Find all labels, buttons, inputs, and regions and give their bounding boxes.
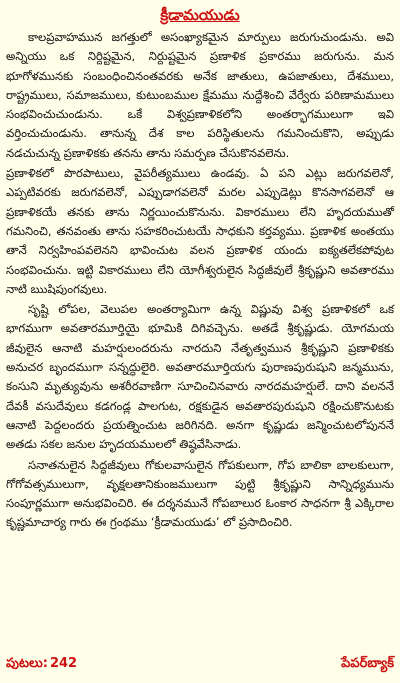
paragraph	[6, 28, 394, 163]
book-title: క్రీడామయుడు	[160, 6, 240, 24]
footer	[6, 656, 394, 674]
paragraph-text: సనాతనులైన సిద్ధజీవులు గోకులవాసులైన గోపకులుగా, గోప బాలికా బాలకులుగా, గోగోవత్సములుగా, వృక్షలతానికుంజములుగా పుట్టి శ్రీకృష్ణుని సాన్నిధ్యమును సంపూర్ణముగా అనుభవించిరి. ఈ దర్శనమునే గోపబాలుర ఓంకార సాధనగా శ్రీ ఎక్కిరాల కృష్ణమాచార్య గారు ఈ గ్రంథము ‘క్రీడామయుడు’ లో ప్రసాదించిరి.	[6, 457, 394, 530]
paragraph	[6, 300, 394, 454]
paragraph	[6, 164, 394, 299]
paragraph-text: ప్రణాళికలో పొరపాటులు, వైపరీత్యములు ఉండవు. ఏ పని ఎట్లు జరుగవలెనో, ఎప్పటివరకు జరుగవలెనో, ఎప్పుడాగవలెనో మరల ఎప్పుడెట్లు కొనసాగవలెనో ఆ ప్రణాళికయే తనకు తాను నిర్ణయించుకొనును. వికారములు లేని హృదయముతో గమనించి, తనవంతు తాను సహకరించుటయే సాధకుని కర్తవ్యము. ప్రణాళిక అంతయు తానే నిర్వహింపవలెనని భావించుట వలన ప్రణాళిక యందు ఐక్యతలేకపోవుట సంభవించును. ఇట్టి వికారములు లేని యోగీశ్వరులైన సిద్ధజీవులే శ్రీకృష్ణుని అవతారము నాటి ఋషిపుంగవులు.	[6, 166, 394, 296]
paragraph	[6, 456, 394, 533]
page-count	[6, 656, 77, 674]
paragraph-text: సృష్టి లోపల, వెలుపల అంతర్యామిగా ఉన్న విష్ణువు విశ్వ ప్రణాళికలో ఒక భాగముగా అవతారమూర్తియై భూమికి దిగివచ్చెను. అతడే శ్రీకృష్ణుడు. యోగమయ జీవులైన ఆనాటి మహర్షులందరును నారదుని నేతృత్వమున శ్రీకృష్ణుని ప్రణాళికకు అనుచర బృందముగా సన్నద్ధులైరి. అవతారమూర్తియగు పురాణపురుషుని జన్మమును, కంసుని మృత్యువును అశరీరవాణిగా సూచించినవారు నారదమహర్షులే. దాని వలననే దేవకీ వసుదేవులు కడగండ్ల పాలగుట, రక్షకుడైన అవతారపురుషుని రక్షించుకొనుటకు ఆనాటి పెద్దలందరు ప్రయత్నించుట జరిగినది. అనగా కృష్ణుడు జన్మించుటలోపుననే అతడు సకల జనుల హృదయములలో తిష్ఠవేసినాడు.	[6, 302, 394, 452]
page-count-label: పుటలు:	[6, 656, 48, 671]
page-count-value: 242	[49, 656, 78, 671]
format-label: పేపర్‌బ్యాక్	[341, 656, 394, 671]
paragraph-text: కాలప్రవాహమున జగత్తులో అసంఖ్యాకమైన మార్పులు జరుగుచుండును. అవి అన్నియు ఒక నిర్దిష్టమైన, నిర్దుష్టమైన ప్రణాళిక ప్రకారము జరుగును. మన భూగోళమునకు సంబంధించినంతవరకు అనేక జాతులు, ఉపజాతులు, దేశములు, రాష్ట్రములు, సమాజములు, కుటుంబముల క్షేమము నుద్దేశించి వేర్వేరు పరిణామములు సంభవించుచుండును. ఒకే విశ్వప్రణాళికలోని అంతర్భాగములుగా ఇవి వర్తించుచుండును. తానున్న దేశ కాల పరిస్థితులను గమనించుకొని, అప్పుడు నడచుచున్న ప్రణాళికకు తనను తాను సమర్పణ చేసుకొనవలెను.	[6, 30, 394, 160]
